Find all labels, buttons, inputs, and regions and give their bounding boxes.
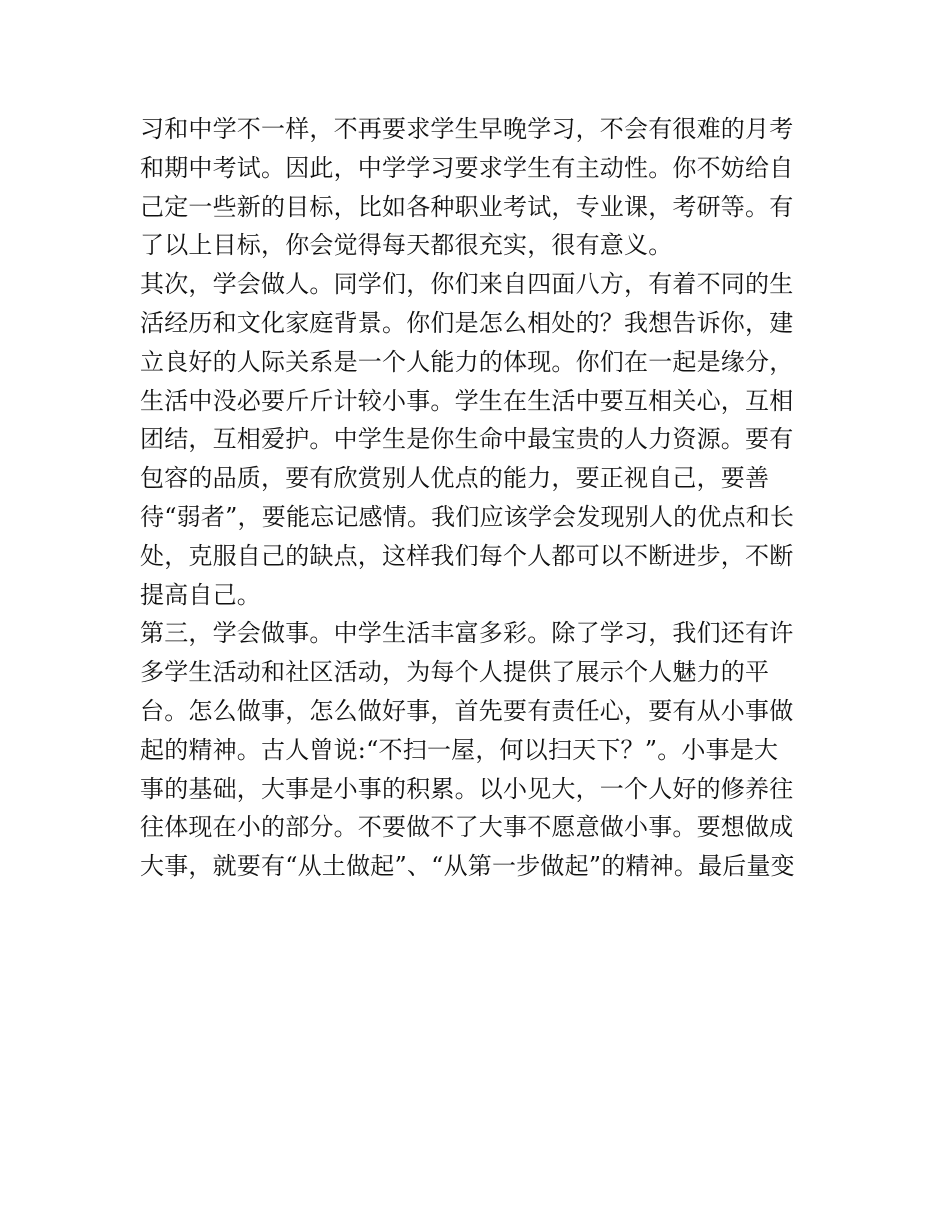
text-line: 活经历和文化家庭背景。你们是怎么相处的？我想告诉你，建 xyxy=(140,308,794,337)
text-line: 提高自己。 xyxy=(140,580,261,609)
text-line: 其次，学会做人。同学们，你们来自四面八方，有着不同的生 xyxy=(140,270,794,299)
text-line: 处，克服自己的缺点，这样我们每个人都可以不断进步，不断 xyxy=(140,541,794,570)
text-line: 待“弱者”，要能忘记感情。我们应该学会发现别人的优点和长 xyxy=(140,502,795,531)
text-line: 多学生活动和社区活动，为每个人提供了展示个人魅力的平 xyxy=(140,658,770,687)
text-line: 习和中学不一样，不再要求学生早晚学习，不会有很难的月考 xyxy=(140,115,794,143)
text-line: 了以上目标，你会觉得每天都很充实，很有意义。 xyxy=(140,231,673,260)
text-line: 团结，互相爱护。中学生是你生命中最宝贵的人力资源。要有 xyxy=(140,425,794,454)
text-line: 大事，就要有“从土做起”、“从第一步做起”的精神。最后量变 xyxy=(140,852,795,881)
text-line: 生活中没必要斤斤计较小事。学生在生活中要互相关心，互相 xyxy=(140,386,794,415)
text-line: 立良好的人际关系是一个人能力的体现。你们在一起是缘分， xyxy=(140,347,794,376)
text-line: 包容的品质，要有欣赏别人优点的能力，要正视自己，要善 xyxy=(140,464,770,493)
text-line: 第三，学会做事。中学生活丰富多彩。除了学习，我们还有许 xyxy=(140,619,794,648)
text-line: 台。怎么做事，怎么做好事，首先要有责任心，要有从小事做 xyxy=(140,696,794,725)
text-line: 和期中考试。因此，中学学习要求学生有主动性。你不妨给自 xyxy=(140,153,794,182)
text-line: 事的基础，大事是小事的积累。以小见大，一个人好的修养往 xyxy=(140,774,794,803)
text-line: 己定一些新的目标，比如各种职业考试，专业课，考研等。有 xyxy=(140,192,794,221)
document-body-text xyxy=(140,110,820,886)
text-line: 起的精神。古人曾说:“不扫一屋，何以扫天下？”。小事是大 xyxy=(140,735,779,764)
text-line: 往体现在小的部分。不要做不了大事不愿意做小事。要想做成 xyxy=(140,813,794,842)
